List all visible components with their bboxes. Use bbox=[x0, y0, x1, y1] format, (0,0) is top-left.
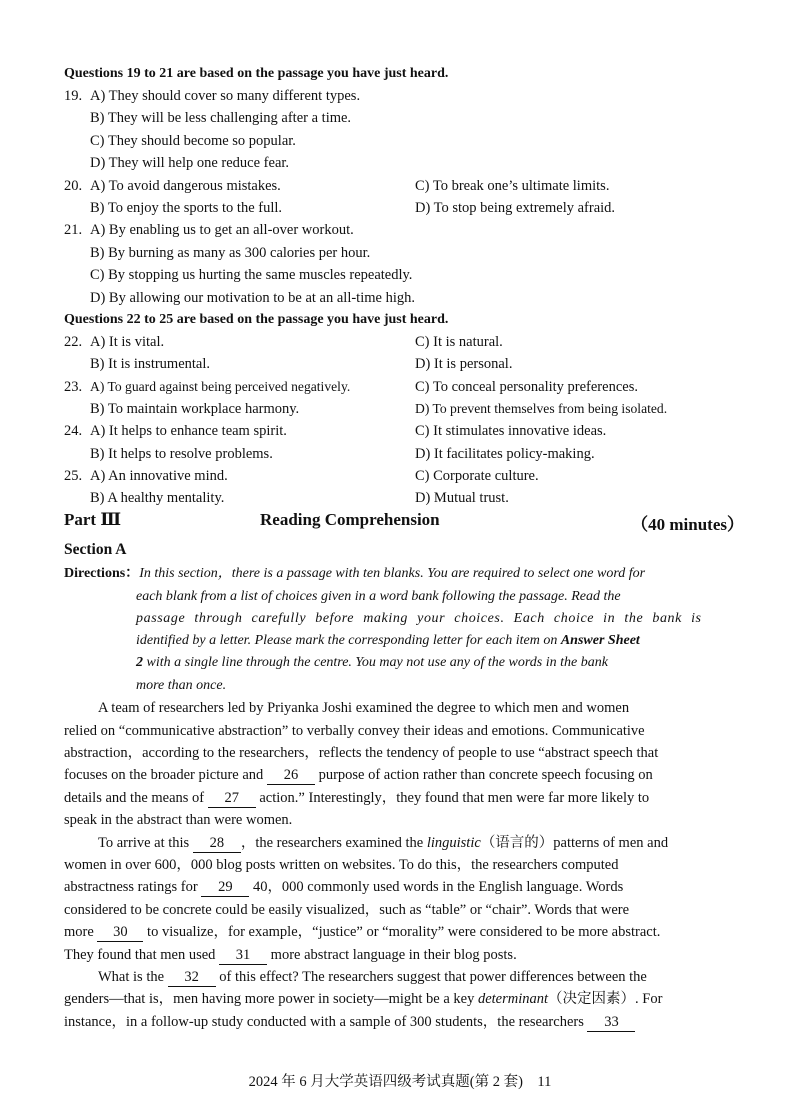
passage-text: genders—that is，men having more power in society—might be a key bbox=[64, 991, 475, 1007]
q21-option-b: B) By burning as many as 300 calories per hour. bbox=[90, 245, 371, 261]
passage-text: instance，in a follow-up study conducted with a sample of 300 students，the researchers bbox=[64, 1014, 584, 1030]
passage-p2-line-4: considered to be concrete could be easily visualized，such as “table” or “chair”. Words that were bbox=[64, 902, 630, 918]
passage-text: more bbox=[64, 924, 94, 940]
passage-p1-line-2: relied on “communicative abstraction” to verbally convey their ideas and emotions. Communicative bbox=[64, 723, 645, 739]
q22-option-c: C) It is natural. bbox=[415, 334, 503, 350]
part-heading bbox=[64, 510, 744, 536]
blank-27: 27 bbox=[208, 790, 256, 808]
q19-option-a: A) They should cover so many different types. bbox=[90, 88, 361, 104]
q24-option-c: C) It stimulates innovative ideas. bbox=[415, 423, 607, 439]
passage-text: to visualize，for example，“justice” or “morality” were considered to be more abstract. bbox=[147, 924, 661, 940]
blank-29: 29 bbox=[201, 879, 249, 897]
passage-p1-line-1: A team of researchers led by Priyanka Joshi examined the degree to which men and women bbox=[98, 700, 630, 716]
q21-option-d: D) By allowing our motivation to be at an all-time high. bbox=[90, 290, 415, 306]
q22-option-b: B) It is instrumental. bbox=[90, 356, 211, 372]
part-label: Part Ⅲ bbox=[64, 510, 122, 529]
q24-number: 24. bbox=[64, 423, 83, 439]
part-time: （40 minutes） bbox=[631, 515, 744, 534]
passage-text: details and the means of bbox=[64, 790, 205, 806]
passage-text: ，the researchers examined the bbox=[240, 835, 424, 851]
q21-option-c: C) By stopping us hurting the same muscles repeatedly. bbox=[90, 267, 413, 283]
part-title: Reading Comprehension bbox=[260, 510, 440, 529]
directions-line-6: more than once. bbox=[136, 678, 227, 693]
q20-option-b: B) To enjoy the sports to the full. bbox=[90, 200, 283, 216]
q22-option-d: D) It is personal. bbox=[415, 356, 513, 372]
linguistic-term: linguistic bbox=[426, 835, 481, 851]
q23-option-c: C) To conceal personality preferences. bbox=[415, 379, 638, 395]
q20-option-d: D) To stop being extremely afraid. bbox=[415, 200, 616, 216]
passage-p2-line-1 bbox=[98, 833, 668, 853]
directions-line-5 bbox=[136, 653, 608, 673]
answer-sheet-number: 2 bbox=[136, 655, 143, 670]
passage-p1-line-5 bbox=[64, 788, 649, 808]
passage-p3-line-3 bbox=[64, 1012, 635, 1032]
group2-header: Questions 22 to 25 are based on the passage you have just heard. bbox=[64, 312, 449, 327]
passage-text: abstractness ratings for bbox=[64, 879, 198, 895]
q21-number: 21. bbox=[64, 222, 83, 238]
blank-26: 26 bbox=[267, 767, 315, 785]
section-label: Section A bbox=[64, 541, 127, 558]
q20-option-a: A) To avoid dangerous mistakes. bbox=[90, 178, 281, 194]
blank-30: 30 bbox=[97, 924, 143, 942]
group1-header: Questions 19 to 21 are based on the passage you have just heard. bbox=[64, 66, 449, 81]
directions-block bbox=[64, 564, 645, 584]
passage-text: action.” Interestingly，they found that men were far more likely to bbox=[259, 790, 650, 806]
q19-option-d: D) They will help one reduce fear. bbox=[90, 155, 290, 171]
passage-text: （决定因素）. For bbox=[548, 991, 663, 1007]
answer-sheet-ref: Answer Sheet bbox=[560, 633, 640, 648]
passage-p2-line-6 bbox=[64, 945, 517, 965]
q23-option-d: D) To prevent themselves from being isolated. bbox=[415, 401, 668, 416]
q20-number: 20. bbox=[64, 178, 83, 194]
passage-p1-line-6: speak in the abstract than were women. bbox=[64, 812, 293, 828]
q22-option-a: A) It is vital. bbox=[90, 334, 165, 350]
directions-line-3: passage through carefully before making your choices. Each choice in the bank is bbox=[136, 611, 702, 626]
q24-option-a: A) It helps to enhance team spirit. bbox=[90, 423, 287, 439]
passage-text: 40，000 commonly used words in the English language. Words bbox=[252, 879, 624, 895]
directions-line-2: each blank from a list of choices given in a word bank following the passage. Read the bbox=[136, 589, 621, 604]
blank-28: 28 bbox=[193, 835, 241, 853]
directions-line-1: In this section，there is a passage with ten blanks. You are required to select one word for bbox=[139, 566, 646, 581]
q25-option-a: A) An innovative mind. bbox=[90, 468, 228, 484]
passage-text: What is the bbox=[98, 969, 165, 985]
q24-option-d: D) It facilitates policy-making. bbox=[415, 446, 595, 462]
directions-line-5-text: with a single line through the centre. You may not use any of the words in the bank bbox=[146, 655, 608, 670]
passage-text: more abstract language in their blog posts. bbox=[270, 947, 517, 963]
passage-p1-line-4 bbox=[64, 765, 653, 785]
q23-number: 23. bbox=[64, 379, 83, 395]
q19-option-b: B) They will be less challenging after a time. bbox=[90, 110, 352, 126]
q19-option-c: C) They should become so popular. bbox=[90, 133, 296, 149]
blank-33: 33 bbox=[587, 1014, 635, 1032]
q25-option-d: D) Mutual trust. bbox=[415, 490, 509, 506]
passage-text: of this effect? The researchers suggest that power differences between the bbox=[219, 969, 647, 985]
passage-p2-line-3 bbox=[64, 877, 623, 897]
passage-p1-line-3: abstraction，according to the researchers，reflects the tendency of people to use “abstract speech that bbox=[64, 745, 659, 761]
passage-text: purpose of action rather than concrete speech focusing on bbox=[318, 767, 653, 783]
q19-number: 19. bbox=[64, 88, 83, 104]
directions-line-4 bbox=[136, 631, 640, 651]
passage-p2-line-2: women in over 600，000 blog posts written on websites. To do this，the researchers computed bbox=[64, 857, 619, 873]
blank-31: 31 bbox=[219, 947, 267, 965]
passage-text: （语言的）patterns of men and bbox=[480, 835, 669, 851]
q20-option-c: C) To break one’s ultimate limits. bbox=[415, 178, 610, 194]
determinant-term: determinant bbox=[477, 991, 549, 1007]
q25-option-b: B) A healthy mentality. bbox=[90, 490, 225, 506]
page-footer: 2024 年 6 月大学英语四级考试真题(第 2 套) 11 bbox=[248, 1074, 552, 1090]
directions-line-4-text: identified by a letter. Please mark the corresponding letter for each item on bbox=[136, 633, 558, 648]
q22-number: 22. bbox=[64, 334, 83, 350]
blank-32: 32 bbox=[168, 969, 216, 987]
passage-p2-line-5 bbox=[64, 922, 660, 942]
passage-text: focuses on the broader picture and bbox=[64, 767, 264, 783]
q25-option-c: C) Corporate culture. bbox=[415, 468, 539, 484]
passage-text: They found that men used bbox=[64, 947, 216, 963]
passage-p3-line-2 bbox=[64, 989, 662, 1009]
q23-option-a: A) To guard against being perceived negatively. bbox=[90, 379, 351, 394]
q23-option-b: B) To maintain workplace harmony. bbox=[90, 401, 300, 417]
q25-number: 25. bbox=[64, 468, 83, 484]
directions-label: Directions： bbox=[64, 566, 140, 581]
passage-p3-line-1 bbox=[98, 967, 647, 987]
passage-text: To arrive at this bbox=[98, 835, 190, 851]
q21-option-a: A) By enabling us to get an all-over workout. bbox=[90, 222, 354, 238]
q24-option-b: B) It helps to resolve problems. bbox=[90, 446, 273, 462]
